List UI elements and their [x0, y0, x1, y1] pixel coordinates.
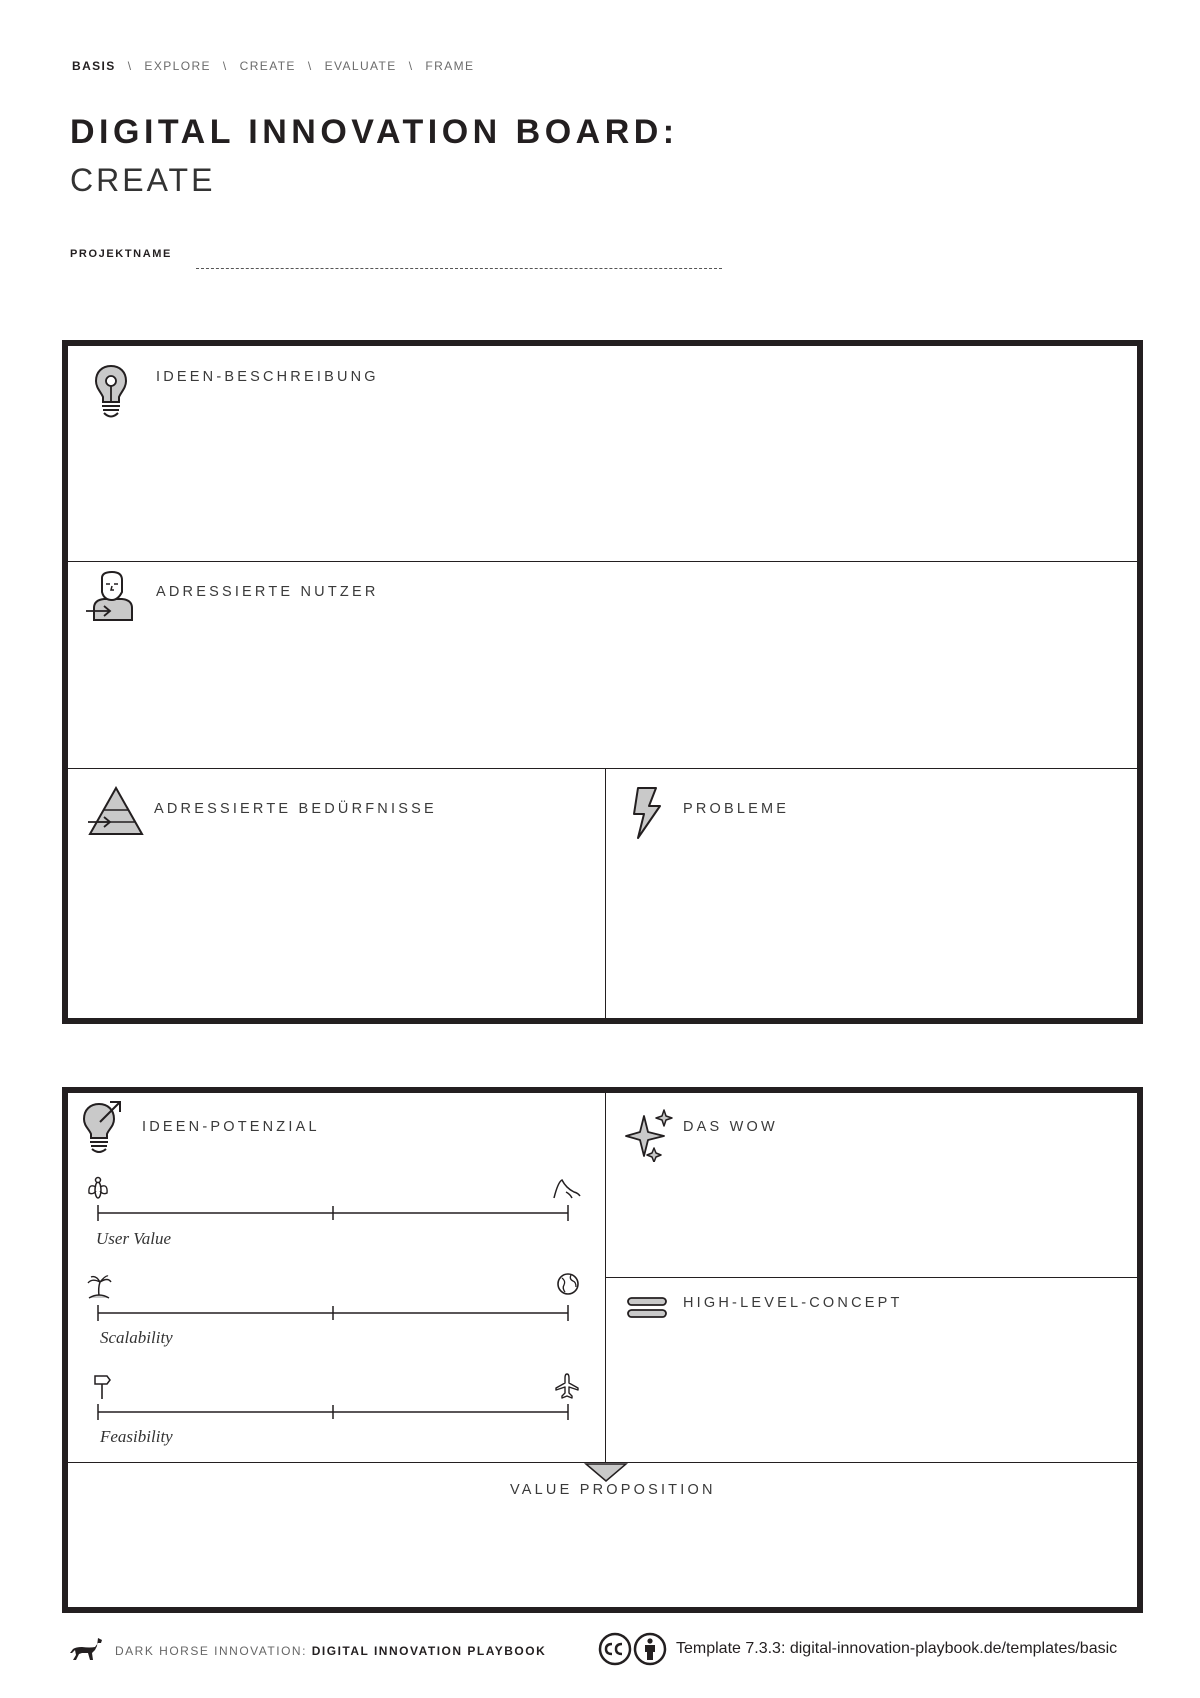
- horse-icon: [68, 1636, 104, 1662]
- footer-brand-prefix: DARK HORSE INNOVATION:: [115, 1644, 307, 1658]
- airplane-icon: [554, 1372, 580, 1400]
- section-label-ideen-beschreibung: IDEEN-BESCHREIBUNG: [156, 369, 379, 385]
- signpost-icon: [92, 1372, 112, 1400]
- globe-icon: [556, 1272, 580, 1296]
- fly-icon: [86, 1175, 110, 1201]
- section-label-high-level-concept: HIGH-LEVEL-CONCEPT: [683, 1295, 903, 1311]
- high-level-concept-area[interactable]: [606, 1278, 1137, 1462]
- breadcrumb-separator: \: [408, 59, 414, 73]
- ideen-beschreibung-area[interactable]: [68, 346, 1137, 561]
- breadcrumb-separator: \: [307, 59, 313, 73]
- user-value-scale[interactable]: [96, 1203, 570, 1223]
- section-label-value-proposition: VALUE PROPOSITION: [510, 1482, 716, 1498]
- project-name-label: PROJEKTNAME: [70, 248, 172, 260]
- section-label-das-wow: DAS WOW: [683, 1119, 778, 1135]
- adressierte-nutzer-area[interactable]: [68, 562, 1137, 768]
- page-title: DIGITAL INNOVATION BOARD:: [70, 113, 679, 151]
- feasibility-scale[interactable]: [96, 1402, 570, 1422]
- cc-by-icon: [598, 1632, 668, 1666]
- scale-label-scalability: Scalability: [100, 1328, 173, 1347]
- scale-label-feasibility: Feasibility: [100, 1427, 173, 1446]
- breadcrumb: [72, 59, 474, 73]
- probleme-area[interactable]: [606, 769, 1137, 1018]
- page-subtitle: CREATE: [70, 162, 216, 198]
- breadcrumb-separator: \: [222, 59, 228, 73]
- breadcrumb-item-explore[interactable]: EXPLORE: [144, 59, 211, 73]
- section-label-ideen-potenzial: IDEEN-POTENZIAL: [142, 1119, 320, 1135]
- scale-label-user-value: User Value: [96, 1229, 172, 1248]
- breadcrumb-item-frame[interactable]: FRAME: [425, 59, 475, 73]
- shark-icon: [552, 1178, 582, 1200]
- section-label-adressierte-nutzer: ADRESSIERTE NUTZER: [156, 584, 379, 600]
- das-wow-area[interactable]: [606, 1093, 1137, 1277]
- breadcrumb-item-evaluate[interactable]: EVALUATE: [324, 59, 397, 73]
- scalability-scale[interactable]: [96, 1303, 570, 1323]
- section-label-adressierte-beduerfnisse: ADRESSIERTE BEDÜRFNISSE: [154, 801, 437, 817]
- footer-template-reference[interactable]: Template 7.3.3: digital-innovation-playbook.de/templates/basic: [676, 1640, 1118, 1657]
- value-proposition-area[interactable]: [68, 1463, 1137, 1607]
- island-icon: [86, 1274, 112, 1300]
- breadcrumb-item-create[interactable]: CREATE: [239, 59, 296, 73]
- footer-brand-name: DIGITAL INNOVATION PLAYBOOK: [311, 1644, 547, 1658]
- section-label-probleme: PROBLEME: [683, 801, 790, 817]
- adressierte-beduerfnisse-area[interactable]: [68, 769, 605, 1018]
- project-name-field[interactable]: [196, 268, 722, 269]
- lightbulb-arrow-icon: [82, 1100, 122, 1154]
- breadcrumb-separator: \: [127, 59, 133, 73]
- breadcrumb-item-basis[interactable]: BASIS: [72, 59, 116, 73]
- footer-brand: [115, 1644, 546, 1658]
